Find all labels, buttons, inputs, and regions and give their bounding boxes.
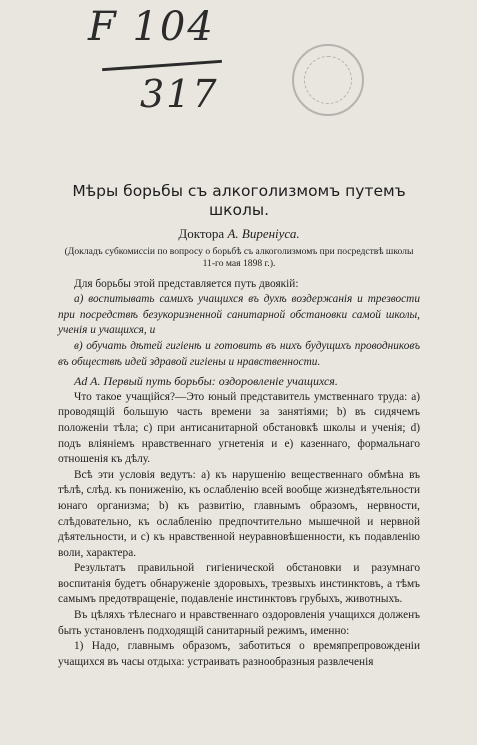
paragraph: Что такое учащiйся?—Это юный представитель умственнаго труда: а) проводящiй большую часть времени за занятiями; b) въ сидячемъ положенiи тѣла; с) при антисанитарной обстановкѣ школы и ученiя; d) подъ влiянiемъ нравственнаго угнетенiя и е) казеннаго, формальнаго отношенiя къ дѣлу. [58,390,420,466]
section-heading: Ad A. Первый путь борьбы: оздоровленiе учащихся. [74,374,338,389]
article-author [58,226,420,242]
paragraph: 1) Надо, главнымъ образомъ, заботиться о времяпрепровожденiи учащихся въ часы отдыха: устраивать разнообразныя развлеченiя [58,640,420,668]
paragraph: а) воспитывать самихъ учащихся въ духѣ воздержанiя и трезвости при посредствѣ безукоризненной санитарной обстановки самой школы, ученiя и учащихся, и [58,293,420,337]
article-body [58,182,420,670]
report-note: (Докладъ субкомиссiи по вопросу о борьбѣ съ алкоголизмомъ при посредствѣ школы 11-го мая 1898 г.). [64,245,414,270]
article-title: Мѣры борьбы съ алкоголизмомъ путемъ школы. [72,182,406,219]
paragraph: Результатъ правильной гигiенической обстановки и разумнаго воспитанiя будетъ обнаруженiе здоровыхъ, трезвыхъ инстинктовъ, а тѣмъ самымъ предотвращенiе, подавленiе инстинктовъ грубыхъ, животныхъ. [58,562,420,606]
library-stamp [292,44,364,116]
shelfmark-top: F 104 [88,4,215,50]
author-name: А. Виренiуса. [227,226,300,241]
paragraph: Всѣ эти условiя ведутъ: а) къ нарушенiю вещественнаго обмѣна въ тѣлѣ, слѣд. къ пониженiю, къ ослабленiю всей вообще жизнедѣятельности юнаго организма; b) къ развитiю, главнымъ образомъ, нервности, слѣдовательно, къ ослабленiю предпочтительно мышечной и нервной дѣятельности, и с) къ нравственной неуравновѣшенности, къ подавленiю воли, характера. [58,468,420,559]
shelfmark-bottom: 317 [140,72,219,116]
handwritten-shelfmark [82,2,222,122]
paragraph: Для борьбы этой представляется путь двоякiй: [74,277,299,290]
paragraph: Въ цѣляхъ тѣлеснаго и нравственнаго оздоровленiя учащихся долженъ быть установленъ подходящiй санитарный режимъ, именно: [58,609,420,637]
paragraph: в) обучать дѣтей гигiенѣ и готовить въ нихъ будущихъ проводниковъ въ обществѣ идей здравой гигiены и нравственности. [58,339,420,368]
author-prefix: Доктора [178,226,225,241]
shelfmark-divider [102,60,222,71]
